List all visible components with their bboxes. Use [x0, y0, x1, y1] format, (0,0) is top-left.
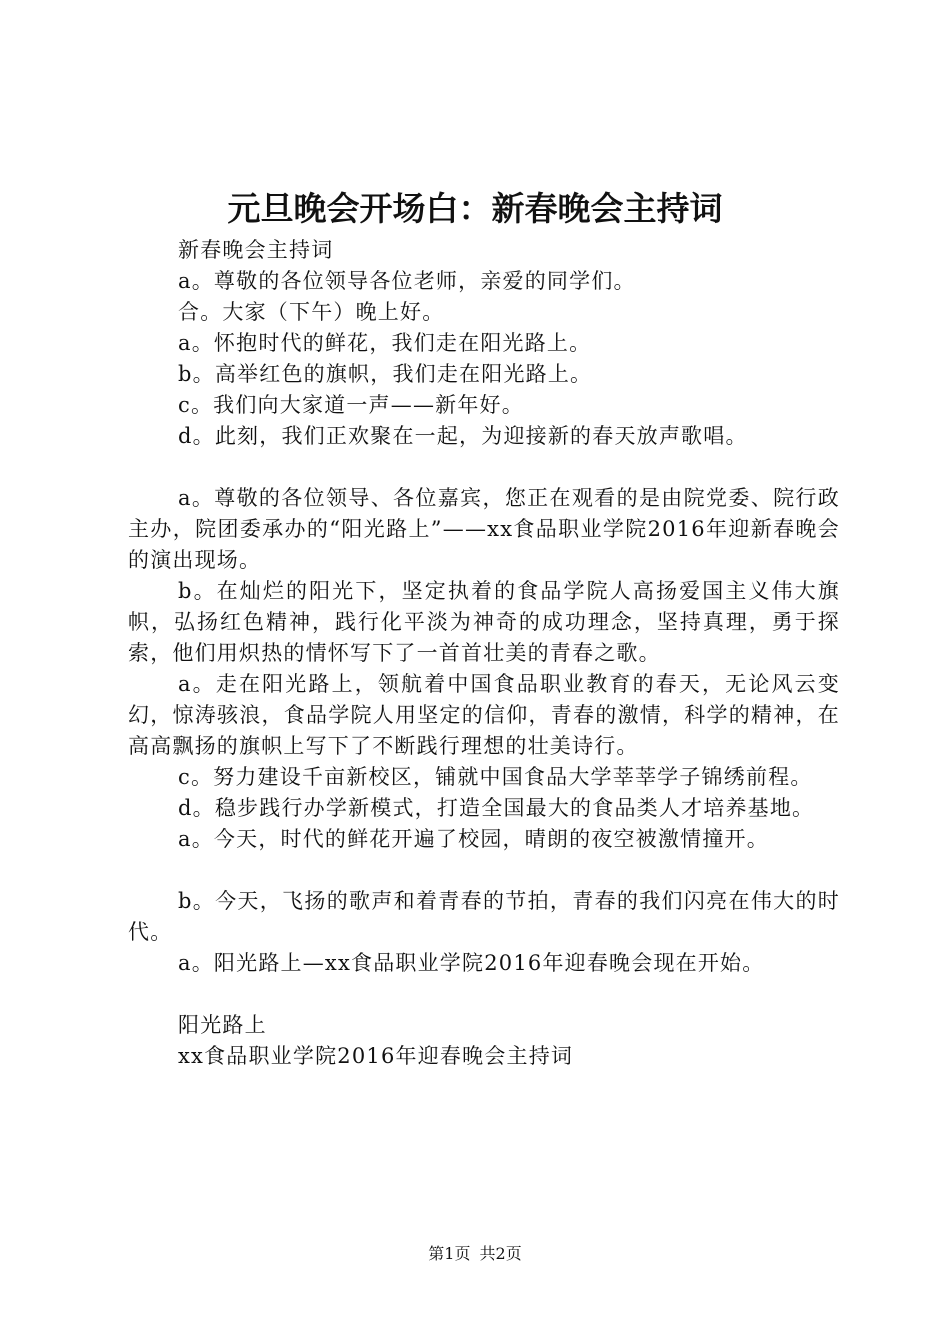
page-number: 第1页 [428, 1244, 471, 1263]
paragraph: a。走在阳光路上，领航着中国食品职业教育的春天，无论风云变幻，惊涛骇浪，食品学院人用坚定的信仰，青春的激情，科学的精神，在高高飘扬的旗帜上写下了不断践行理想的壮美诗行。 [128, 672, 840, 758]
paragraph: b。今天，飞扬的歌声和着青春的节拍，青春的我们闪亮在伟大的时代。 [128, 889, 840, 944]
blank-line [128, 979, 840, 1010]
closing-line: xx食品职业学院2016年迎春晚会主持词 [178, 1044, 574, 1068]
paragraph: c。努力建设千亩新校区，铺就中国食品大学莘莘学子锦绣前程。 [178, 765, 813, 789]
document-title: 元旦晚会开场白：新春晚会主持词 [227, 189, 723, 228]
intro-line: a。怀抱时代的鲜花，我们走在阳光路上。 [178, 331, 592, 355]
intro-line: d。此刻，我们正欢聚在一起，为迎接新的春天放声歌唱。 [178, 424, 748, 448]
paragraph: d。稳步践行办学新模式，打造全国最大的食品类人才培养基地。 [178, 796, 815, 820]
blank-line [128, 452, 840, 483]
page-total: 共2页 [479, 1244, 522, 1263]
paragraph: a。阳光路上—xx食品职业学院2016年迎春晚会现在开始。 [178, 951, 765, 975]
intro-line: 新春晚会主持词 [178, 238, 334, 262]
intro-line: a。尊敬的各位领导各位老师，亲爱的同学们。 [178, 269, 636, 293]
page-footer [0, 1242, 950, 1266]
intro-line: b。高举红色的旗帜，我们走在阳光路上。 [178, 362, 593, 386]
paragraph: a。今天，时代的鲜花开遍了校园，晴朗的夜空被激情撞开。 [178, 827, 769, 851]
intro-line: 合。大家（下午）晚上好。 [178, 300, 445, 324]
intro-line: c。我们向大家道一声——新年好。 [178, 393, 524, 417]
closing-line: 阳光路上 [178, 1013, 267, 1037]
paragraph: b。在灿烂的阳光下，坚定执着的食品学院人高扬爱国主义伟大旗帜，弘扬红色精神，践行化平淡为神奇的成功理念，坚持真理，勇于探索，他们用炽热的情怀写下了一首首壮美的青春之歌。 [128, 579, 840, 665]
paragraph: a。尊敬的各位领导、各位嘉宾，您正在观看的是由院党委、院行政主办，院团委承办的“阳光路上”——xx食品职业学院2016年迎新春晚会的演出现场。 [128, 486, 840, 572]
document-body [128, 235, 840, 1072]
blank-line [128, 855, 840, 886]
